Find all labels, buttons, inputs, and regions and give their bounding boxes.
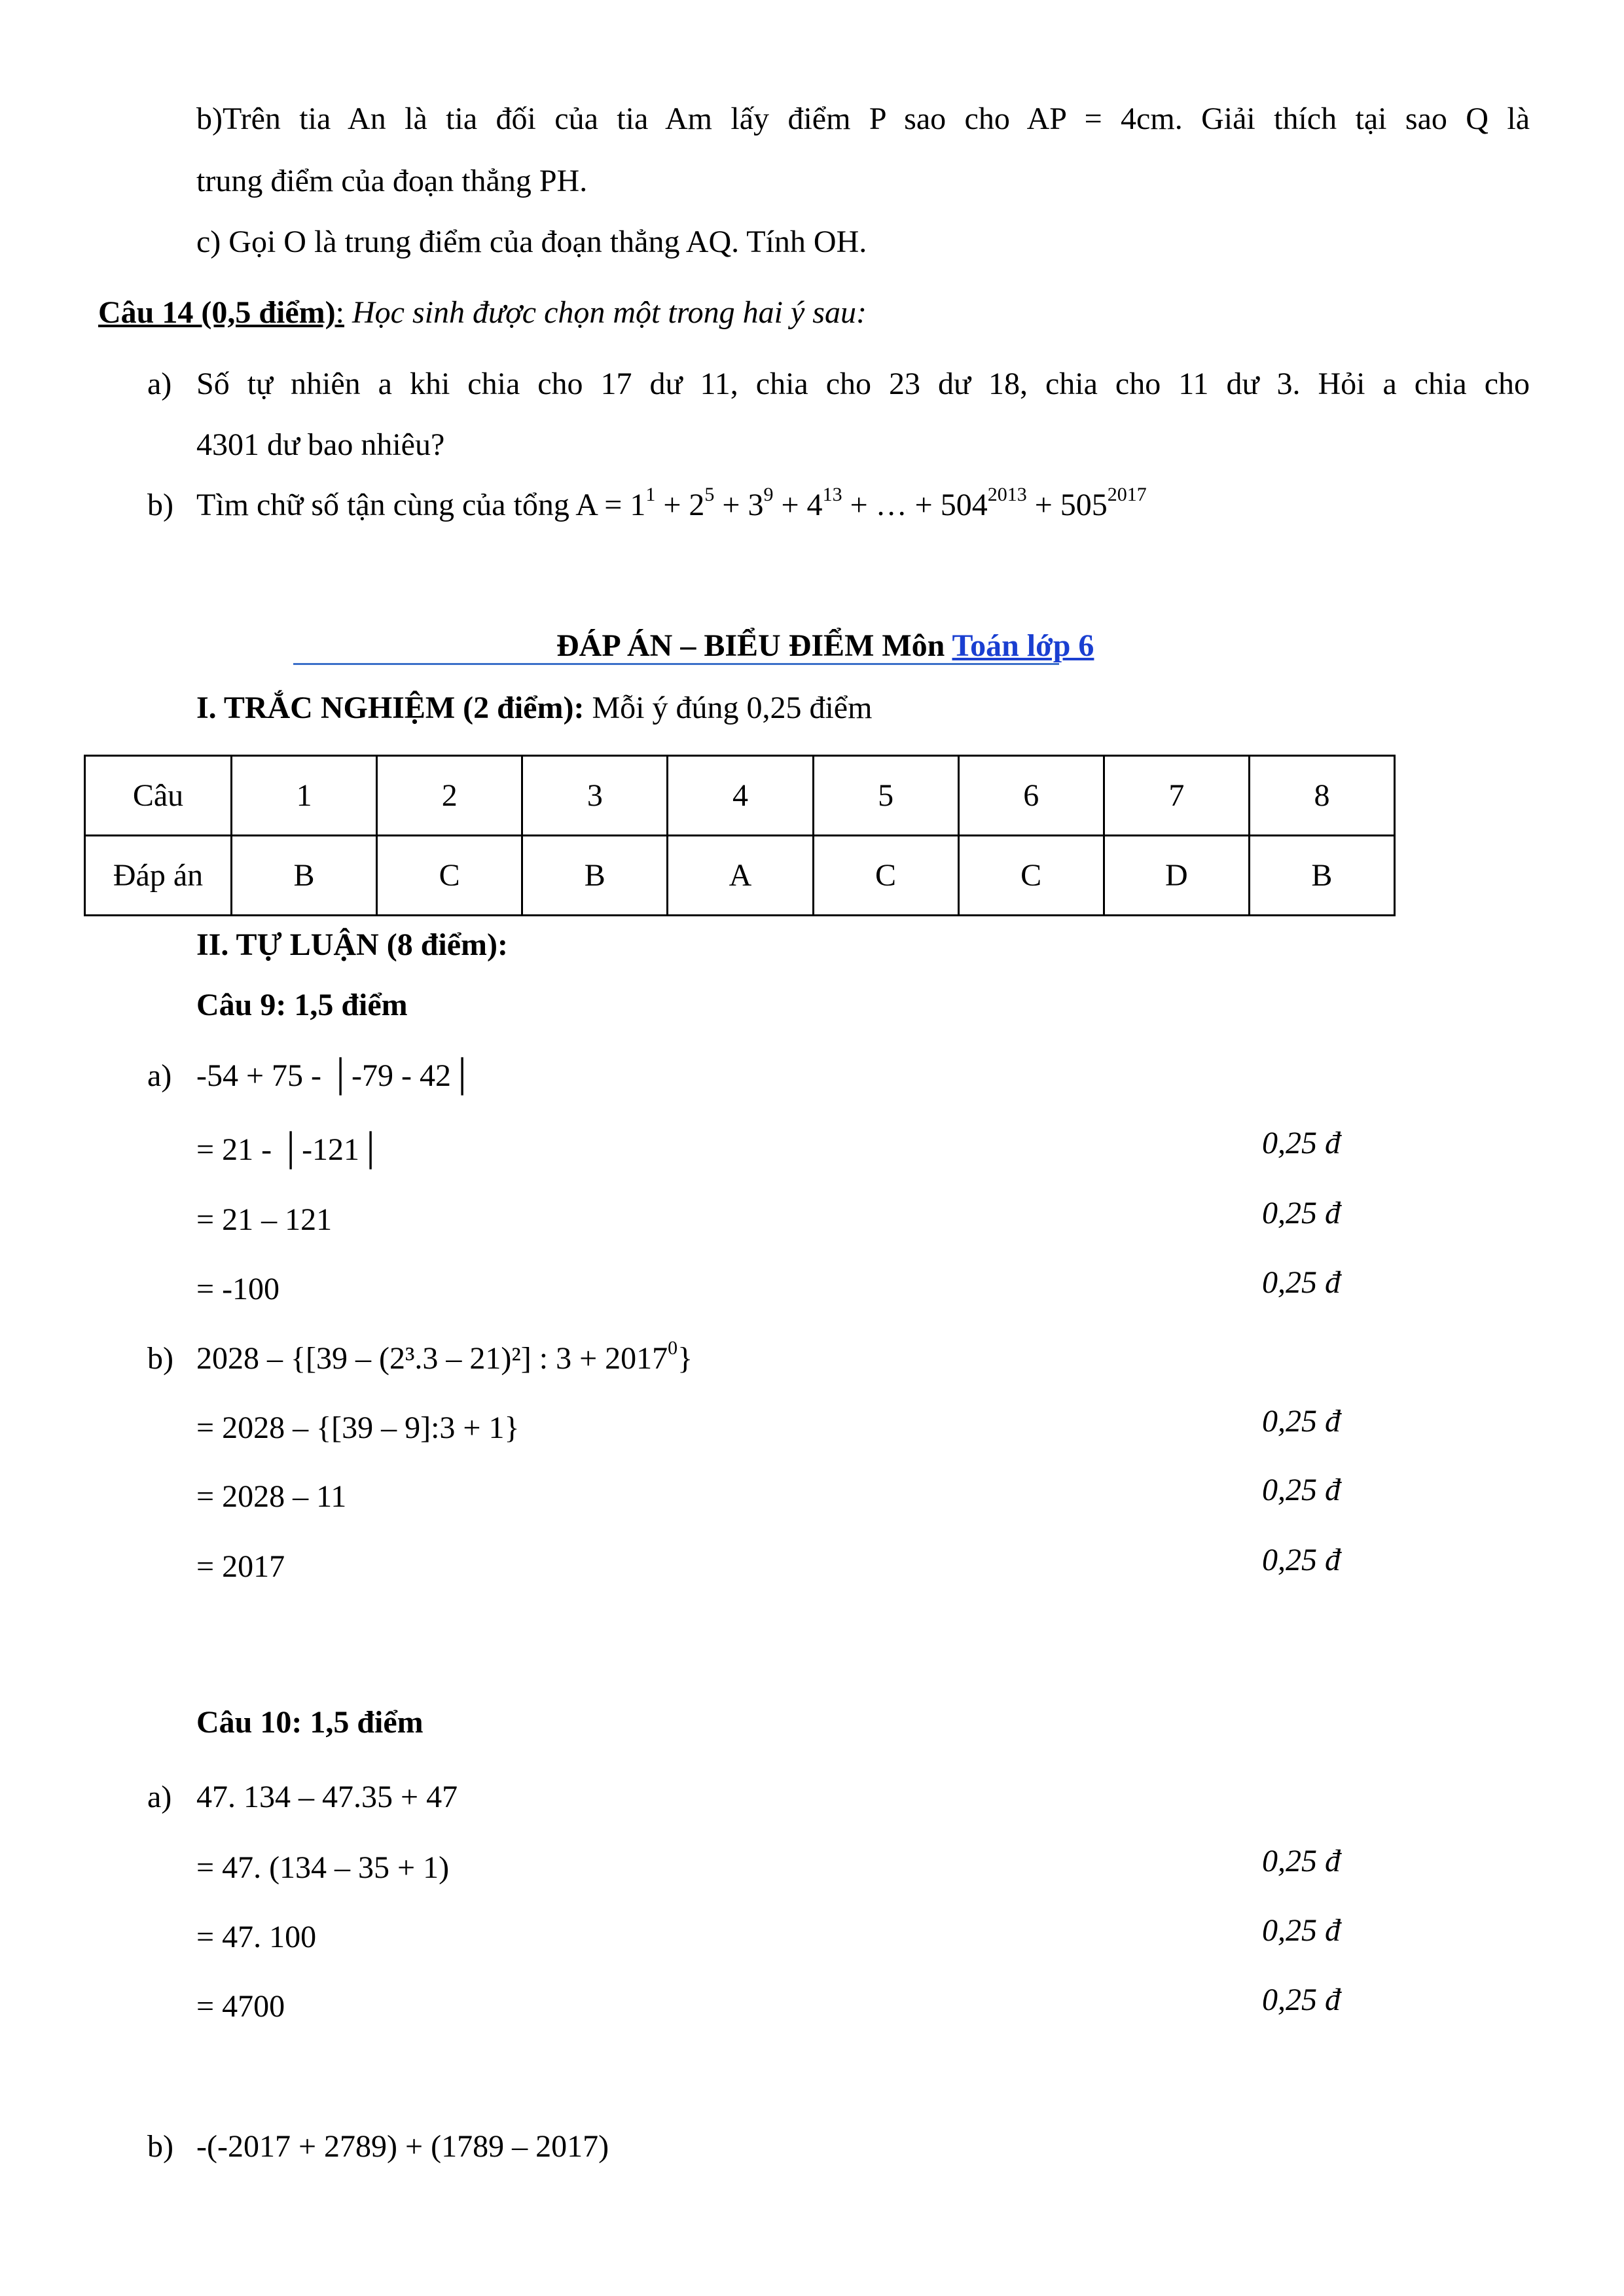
table-row-questions [85,756,1395,836]
q14b-text [196,484,1147,522]
q14-colon: : [335,295,344,330]
q14-heading [98,297,867,329]
q10b-expression: -(-2017 + 2789) + (1789 – 2017) [196,2129,609,2164]
question-number-cell: 3 [522,756,668,836]
q14-instruction: Học sinh được chọn một trong hai ý sau: [352,295,867,330]
q10a-step2-points: 0,25 đ [1262,1913,1341,1948]
q10a-step1-points: 0,25 đ [1262,1844,1341,1878]
title-decoration-line [293,663,1059,665]
question-number-cell: 1 [232,756,377,836]
answer-key-title-text: ĐÁP ÁN – BIỂU ĐIỂM Môn [556,628,952,663]
q14b-text-part1: Tìm chữ số tận cùng của tổng A = 1 [196,488,646,522]
q9a-step2-points: 0,25 đ [1262,1196,1341,1230]
q9b-step3: = 2017 [196,1549,285,1584]
q9b-label: b) [147,1341,173,1376]
table-header-cau: Câu [85,756,232,836]
q9a-step1-points: 0,25 đ [1262,1126,1341,1160]
q14b-exp6: 2017 [1107,484,1147,505]
section2-title: II. TỰ LUẬN (8 điểm): [196,927,508,962]
question-number-cell: 4 [668,756,813,836]
q14-title: Câu 14 (0,5 điểm) [98,295,336,330]
q9b-expression-exp: 0 [668,1337,678,1359]
q9b-expression [196,1337,693,1376]
q9a-step1: = 21 - │-121│ [196,1132,382,1167]
question-number-cell: 6 [958,756,1104,836]
answer-choice-cell: A [668,836,813,916]
q14a-label: a) [147,367,172,401]
answer-table-body [85,756,1395,916]
q9a-step3: = -100 [196,1272,280,1306]
question-number-cell: 7 [1104,756,1249,836]
answer-choice-cell: C [958,836,1104,916]
section1-heading [196,692,872,724]
q14b-exp1: 1 [645,484,656,505]
answer-choice-cell: D [1104,836,1249,916]
q10a-label: a) [147,1780,172,1814]
q9-title: Câu 9: 1,5 điểm [196,988,408,1022]
q10-title: Câu 10: 1,5 điểm [196,1705,424,1740]
question-number-cell: 8 [1249,756,1394,836]
q9a-label: a) [147,1058,172,1093]
question-number-cell: 5 [813,756,958,836]
table-row-answers [85,836,1395,916]
subject-link[interactable]: Toán lớp 6 [952,628,1094,663]
q10b-label: b) [147,2129,173,2164]
q14b-exp5: 2013 [987,484,1027,505]
q14b-exp2: 5 [704,484,715,505]
q14b-exp3: 9 [763,484,774,505]
q9b-step1: = 2028 – {[39 – 9]:3 + 1} [196,1410,520,1445]
section1-title: I. TRẮC NGHIỆM (2 điểm): [196,691,585,725]
multiple-choice-answer-table [84,755,1396,916]
q14b-exp4: 13 [822,484,842,505]
q9a-step2: = 21 – 121 [196,1202,333,1237]
answer-choice-cell: C [813,836,958,916]
q13b-line1: b)Trên tia An là tia đối của tia Am lấy điểm P sao cho AP = 4cm. Giải thích tại sao Q là [196,101,1530,136]
q14b-text-part6: + 505 [1026,488,1108,522]
q13b-line2: trung điểm của đoạn thẳng PH. [196,164,588,198]
q9b-step2-points: 0,25 đ [1262,1473,1341,1507]
answer-choice-cell: B [522,836,668,916]
q9b-step1-points: 0,25 đ [1262,1404,1341,1439]
q13c-text: c) Gọi O là trung điểm của đoạn thẳng AQ. Tính OH. [196,224,867,259]
q9a-step3-points: 0,25 đ [1262,1265,1341,1300]
answer-key-title [556,630,1094,662]
q9a-expression: -54 + 75 - │-79 - 42│ [196,1058,474,1093]
q9b-expression-main: 2028 – {[39 – (2³.3 – 21)²] : 3 + 2017 [196,1341,668,1376]
q9b-expression-end: } [677,1341,693,1376]
q14b-text-part5: + … + 504 [842,488,988,522]
q10a-step2: = 47. 100 [196,1920,317,1954]
section1-note: Mỗi ý đúng 0,25 điểm [584,691,873,725]
question-number-cell: 2 [377,756,522,836]
q9b-step2: = 2028 – 11 [196,1479,347,1514]
q14b-text-part3: + 3 [714,488,764,522]
q9b-step3-points: 0,25 đ [1262,1543,1341,1577]
q10a-step1: = 47. (134 – 35 + 1) [196,1850,450,1885]
q14a-line1: Số tự nhiên a khi chia cho 17 dư 11, chia cho 23 dư 18, chia cho 11 dư 3. Hỏi a chia cho [196,367,1530,401]
table-header-dap-an: Đáp án [85,836,232,916]
q14b-text-part2: + 2 [655,488,705,522]
q10a-expression: 47. 134 – 47.35 + 47 [196,1780,458,1814]
q14b-label: b) [147,488,173,522]
answer-choice-cell: C [377,836,522,916]
q14b-text-part4: + 4 [773,488,823,522]
answer-choice-cell: B [1249,836,1394,916]
q10a-step3: = 4700 [196,1989,285,2024]
q10a-step3-points: 0,25 đ [1262,1982,1341,2017]
answer-choice-cell: B [232,836,377,916]
q14a-line2: 4301 dư bao nhiêu? [196,427,445,462]
